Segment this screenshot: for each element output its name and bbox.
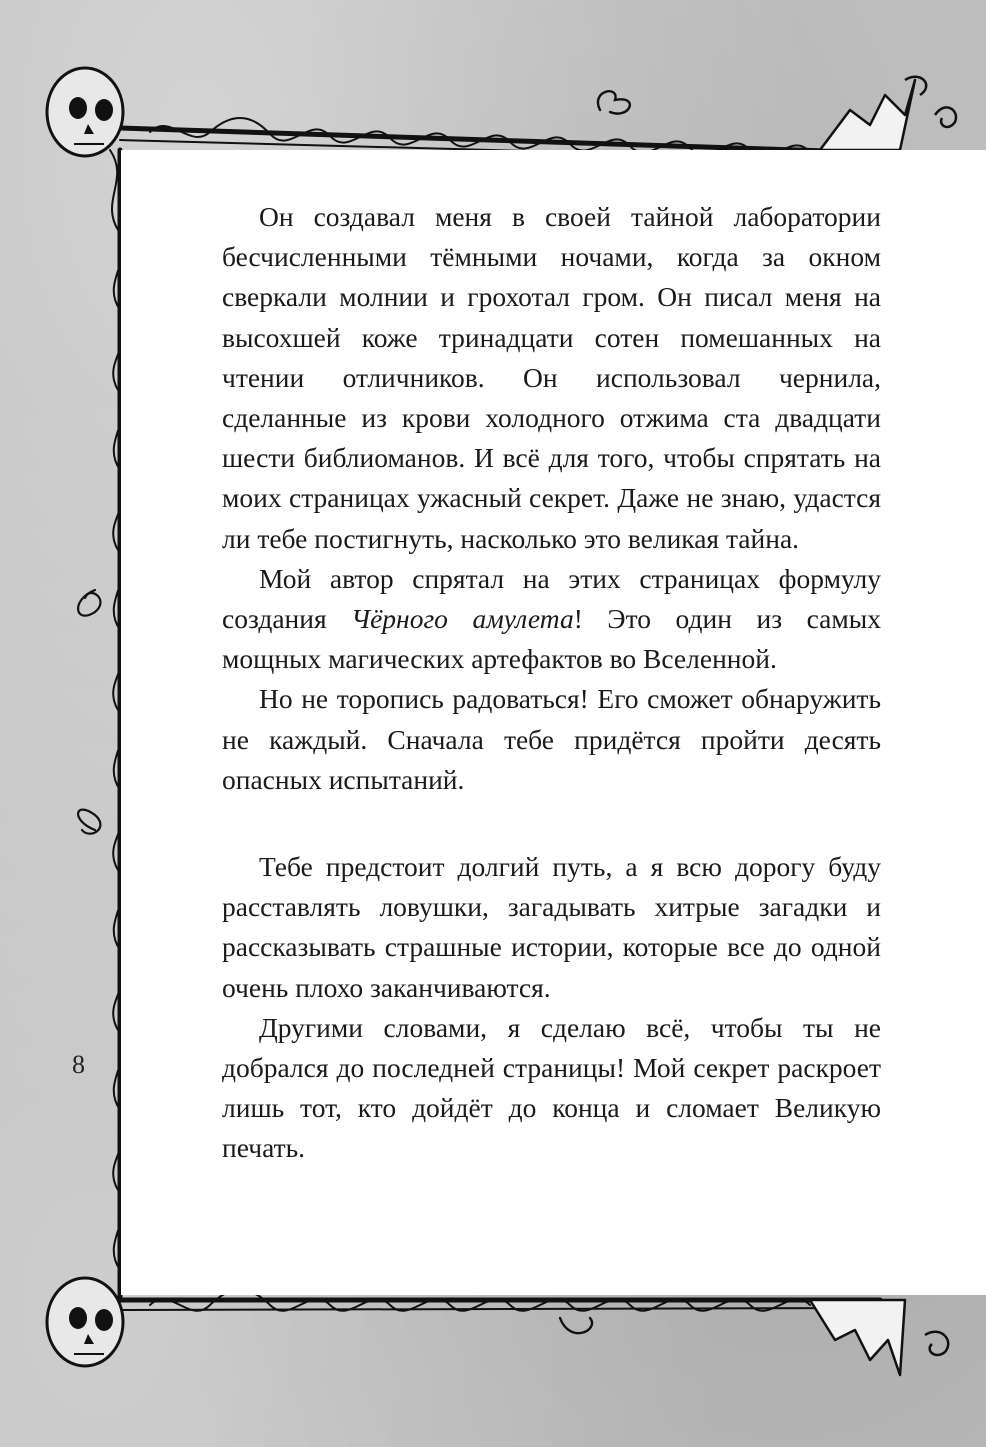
left-vine xyxy=(78,150,126,1300)
bat-wing-icon xyxy=(820,77,956,150)
text-run: ! Это один из самых мощных магических артефактов во Вселенной. xyxy=(222,603,881,675)
paragraph xyxy=(222,679,881,800)
paragraph xyxy=(222,197,881,559)
paragraph xyxy=(222,559,881,680)
skull-icon xyxy=(47,68,123,156)
paragraph xyxy=(222,1008,881,1169)
text-run: Тебе предстоит долгий путь, а я всю дорогу буду расставлять ловушки, загадывать хитрые загадки и рассказывать страшные истории, которые все до одной очень плохо заканчиваются. xyxy=(222,851,881,1003)
skull-icon xyxy=(47,1278,123,1366)
body-text xyxy=(222,197,881,1169)
page-number: 8 xyxy=(72,1050,85,1079)
bat-wing-icon xyxy=(810,1300,948,1375)
text-run: Другими словами, я сделаю всё, чтобы ты не добрался до последней страницы! Мой секрет раскроет лишь тот, кто дойдёт до конца и сломает Великую печать. xyxy=(222,1011,881,1164)
text-run: Мой автор спрятал на этих страницах формулу создания xyxy=(222,562,881,635)
text-run: Но не торопись радоваться! Его сможет обнаружить не каждый. Сначала тебе придётся пройти десять опасных испытаний. xyxy=(222,683,881,795)
text-run: Он создавал меня в своей тайной лаборатории бесчисленными тёмными ночами, когда за окном сверкали молнии и грохотал гром. Он писал меня на высохшей коже тринадцати сотен помешанных на чтении отличников. Он использовал чернила, сделанные из крови холодного отжима ста двадцати шести библиоманов. И всё для того, чтобы спрятать на моих страницах ужасный секрет. Даже не знаю, удастся ли тебе постигнуть, насколько это великая тайна. xyxy=(222,201,881,554)
bottom-vine xyxy=(120,1290,880,1333)
italic-title: Чёрного амулета xyxy=(351,603,574,635)
paragraph xyxy=(222,847,881,1008)
